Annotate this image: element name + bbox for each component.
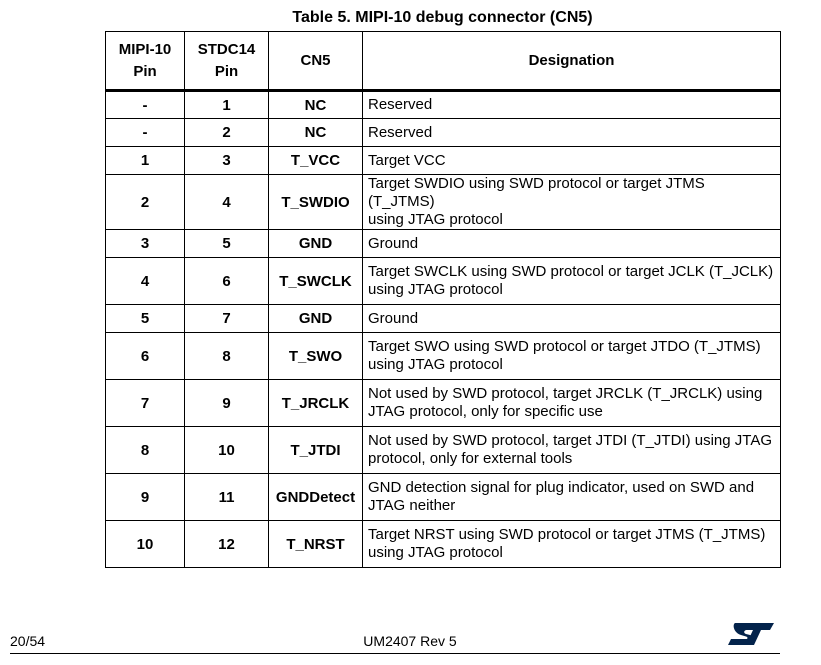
mipi10-pin-cell: 9 (106, 474, 185, 521)
cn5-signal-cell: GND (269, 230, 363, 258)
table-row (106, 427, 781, 474)
designation-cell (363, 380, 781, 427)
designation-cell (363, 305, 781, 333)
table-row (106, 380, 781, 427)
stdc14-pin-cell: 5 (185, 230, 269, 258)
table-row (106, 305, 781, 333)
header-mipi10-pin (106, 32, 185, 91)
header-stdc14-pin (185, 32, 269, 91)
mipi10-pin-cell: 2 (106, 175, 185, 230)
designation-line: Target NRST using SWD protocol or target JTMS (T_JTMS) (368, 526, 766, 543)
cn5-signal-cell: NC (269, 91, 363, 119)
header-designation: Designation (363, 32, 781, 91)
stdc14-pin-cell: 2 (185, 119, 269, 147)
stdc14-pin-cell: 6 (185, 258, 269, 305)
pin-table (105, 31, 781, 568)
header-mipi10-line1: MIPI-10 (118, 40, 172, 58)
designation-line: Target SWCLK using SWD protocol or target JCLK (T_JCLK) (368, 263, 774, 280)
table-row (106, 258, 781, 305)
cn5-signal-cell: T_SWDIO (269, 175, 363, 230)
header-stdc14-line2: Pin (214, 62, 239, 80)
cn5-signal-cell: T_SWO (269, 333, 363, 380)
designation-line: Reserved (368, 123, 433, 141)
table-caption: Table 5. MIPI-10 debug connector (CN5) (292, 9, 593, 26)
designation-cell (363, 333, 781, 380)
table-row (106, 91, 781, 119)
cn5-signal-cell: T_JRCLK (269, 380, 363, 427)
table-row (106, 147, 781, 175)
cn5-signal-cell: GND (269, 305, 363, 333)
designation-line: Ground (368, 309, 419, 327)
stdc14-pin-cell: 4 (185, 175, 269, 230)
cn5-signal-cell: T_JTDI (269, 427, 363, 474)
table-row (106, 119, 781, 147)
stdc14-pin-cell: 3 (185, 147, 269, 175)
designation-line: Reserved (368, 96, 433, 113)
table-header-row (106, 32, 781, 91)
table-row (106, 474, 781, 521)
table-row (106, 521, 781, 568)
designation-cell (363, 258, 781, 305)
cn5-signal-cell: T_NRST (269, 521, 363, 568)
designation-line: protocol, only for external tools (368, 450, 573, 467)
designation-cell (363, 119, 781, 147)
designation-cell (363, 521, 781, 568)
cn5-signal-cell: GNDDetect (269, 474, 363, 521)
stdc14-pin-cell: 9 (185, 380, 269, 427)
designation-line: JTAG neither (368, 497, 456, 514)
designation-line: Target VCC (368, 151, 446, 169)
designation-line: using JTAG protocol (368, 356, 503, 373)
mipi10-pin-cell: 4 (106, 258, 185, 305)
mipi10-pin-cell: - (106, 119, 185, 147)
mipi10-pin-cell: 5 (106, 305, 185, 333)
mipi10-pin-cell: 1 (106, 147, 185, 175)
document-reference: UM2407 Rev 5 (363, 633, 457, 649)
mipi10-pin-cell: 8 (106, 427, 185, 474)
mipi10-pin-cell: 6 (106, 333, 185, 380)
table-row (106, 230, 781, 258)
designation-cell (363, 147, 781, 175)
footer-rule (10, 653, 780, 654)
stdc14-pin-cell: 10 (185, 427, 269, 474)
cn5-signal-cell: T_SWCLK (269, 258, 363, 305)
stdc14-pin-cell: 7 (185, 305, 269, 333)
designation-cell (363, 230, 781, 258)
designation-cell (363, 91, 781, 119)
header-stdc14-line1: STDC14 (197, 40, 256, 58)
mipi10-pin-cell: 3 (106, 230, 185, 258)
table-row (106, 333, 781, 380)
cn5-signal-cell: NC (269, 119, 363, 147)
stdc14-pin-cell: 11 (185, 474, 269, 521)
designation-line: Not used by SWD protocol, target JTDI (T_JTDI) using JTAG (368, 432, 773, 449)
designation-cell (363, 427, 781, 474)
st-logo-icon (726, 621, 776, 647)
designation-line: using JTAG protocol (368, 544, 503, 561)
designation-line: Ground (368, 234, 419, 252)
mipi10-pin-cell: 7 (106, 380, 185, 427)
designation-line: using JTAG protocol (368, 211, 503, 228)
table-row (106, 175, 781, 230)
designation-line: using JTAG protocol (368, 281, 503, 298)
stdc14-pin-cell: 1 (185, 91, 269, 119)
designation-line: GND detection signal for plug indicator, used on SWD and (368, 479, 755, 496)
designation-line: Not used by SWD protocol, target JRCLK (T_JRCLK) using (368, 385, 763, 402)
designation-cell (363, 175, 781, 230)
mipi10-pin-cell: 10 (106, 521, 185, 568)
header-mipi10-line2: Pin (133, 62, 157, 80)
designation-line: Target SWO using SWD protocol or target JTDO (T_JTMS) (368, 338, 761, 355)
mipi10-pin-cell: - (106, 91, 185, 119)
stdc14-pin-cell: 12 (185, 521, 269, 568)
header-cn5: CN5 (269, 32, 363, 91)
page-number: 20/54 (10, 633, 46, 649)
designation-cell (363, 474, 781, 521)
designation-line: Target SWDIO using SWD protocol or target JTMS (T_JTMS) (368, 175, 705, 210)
designation-line: JTAG protocol, only for specific use (368, 403, 603, 420)
stdc14-pin-cell: 8 (185, 333, 269, 380)
cn5-signal-cell: T_VCC (269, 147, 363, 175)
